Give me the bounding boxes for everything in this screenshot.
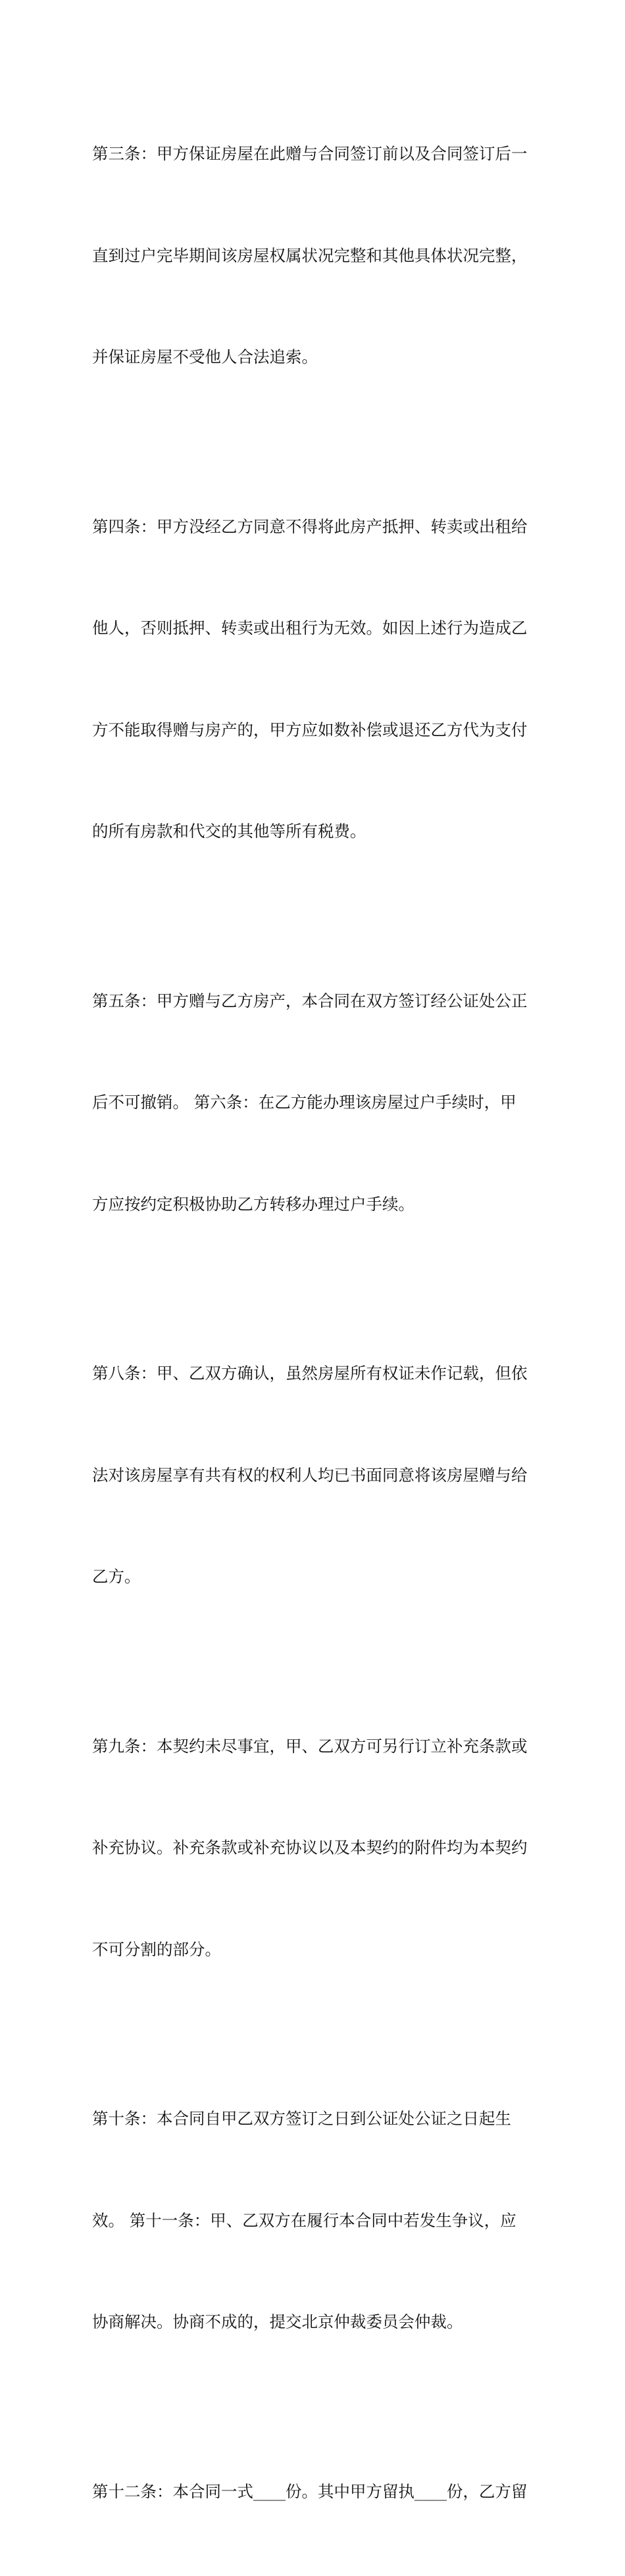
document-page (0, 0, 625, 808)
article-10-11-paragraph (92, 2034, 539, 2407)
text-line: 后不可撤销。 第六条：在乙方能办理该房屋过户手续时，甲 (92, 1085, 539, 1120)
text-line: 直到过户完毕期间该房屋权属状况完整和其他具体状况完整， (92, 239, 539, 273)
text-line: 第九条：本契约未尽事宜，甲、乙双方可另行订立补充条款或 (92, 1729, 539, 1764)
text-line: 第八条：甲、乙双方确认，虽然房屋所有权证未作记载，但依 (92, 1356, 539, 1391)
text-line: 第五条：甲方赠与乙方房产，本合同在双方签订经公证处公正 (92, 984, 539, 1018)
text-line: 方不能取得赠与房产的，甲方应如数补偿或退还乙方代为支付 (92, 713, 539, 747)
text-line: 第十条：本合同自甲乙双方签订之日到公证处公证之日起生 (92, 2102, 539, 2136)
text-line: 法对该房屋享有共有权的权利人均已书面同意将该房屋赠与给 (92, 1458, 539, 1493)
article-9-paragraph (92, 1662, 539, 2035)
article-4-paragraph (92, 442, 539, 916)
text-line: 他人，否则抵押、转卖或出租行为无效。如因上述行为造成乙 (92, 611, 539, 645)
text-line: 效。 第十一条：甲、乙双方在履行本合同中若发生争议，应 (92, 2204, 539, 2238)
article-8-paragraph (92, 1289, 539, 1662)
contract-text (92, 69, 539, 2576)
text-line: 的所有房款和代交的其他等所有税费。 (92, 814, 539, 849)
text-line: 第十二条：本合同一式____份。其中甲方留执____份，乙方留 (92, 2475, 539, 2509)
text-line: 补充协议。补充条款或补充协议以及本契约的附件均为本契约 (92, 1831, 539, 1865)
text-line: 不可分割的部分。 (92, 1933, 539, 1967)
article-12-paragraph (92, 2407, 539, 2576)
text-line: 方应按约定积极协助乙方转移办理过户手续。 (92, 1187, 539, 1222)
text-line: 第三条：甲方保证房屋在此赠与合同签订前以及合同签订后一 (92, 137, 539, 171)
text-line: 乙方。 (92, 1560, 539, 1594)
article-5-6-paragraph (92, 916, 539, 1289)
text-line: 协商解决。协商不成的，提交北京仲裁委员会仲裁。 (92, 2305, 539, 2339)
text-line: 第四条：甲方没经乙方同意不得将此房产抵押、转卖或出租给 (92, 510, 539, 544)
article-3-paragraph (92, 69, 539, 442)
text-line: 并保证房屋不受他人合法追索。 (92, 340, 539, 374)
